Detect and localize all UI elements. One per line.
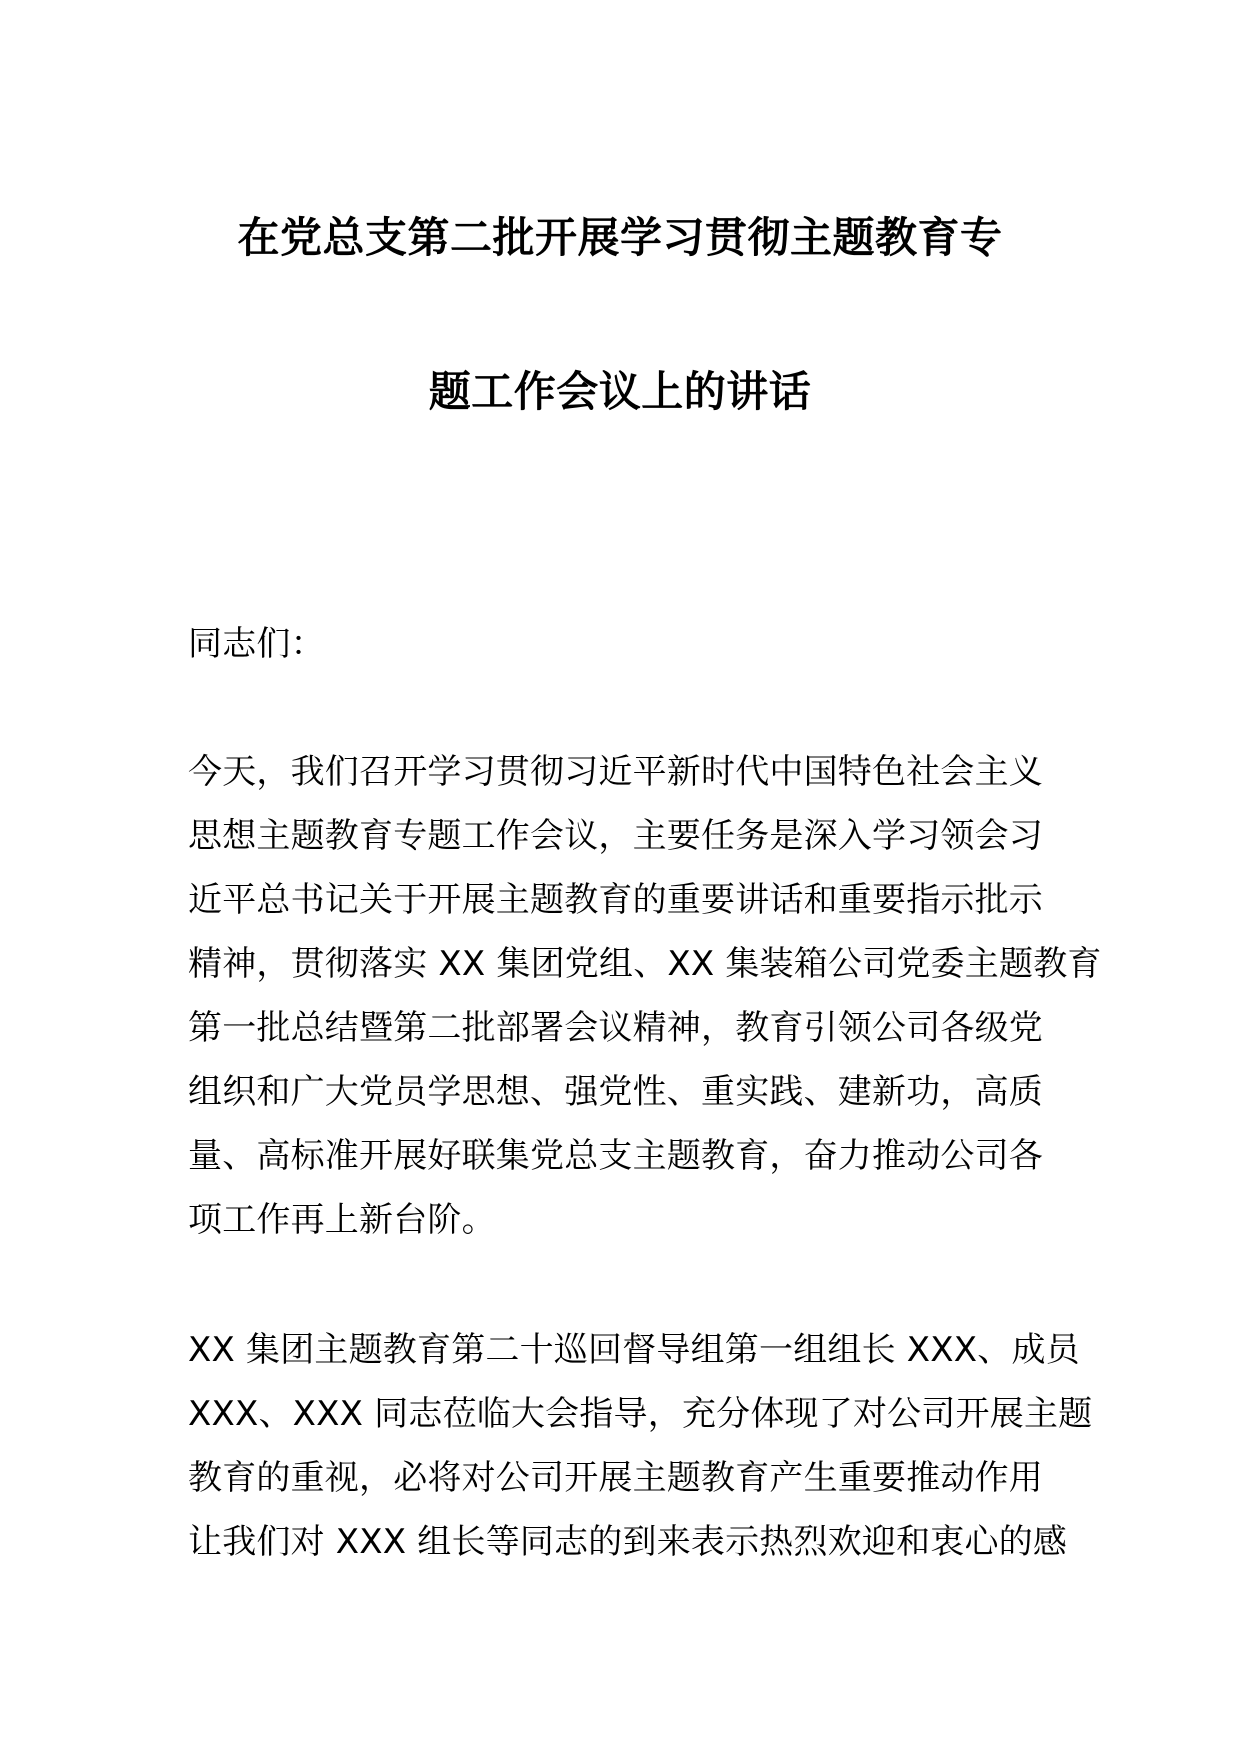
- paragraph-line: 量、高标准开展好联集党总支主题教育，奋力推动公司各: [188, 1136, 1043, 1176]
- paragraph-line: 让我们对 XXX 组长等同志的到来表示热烈欢迎和衷心的感: [188, 1522, 1068, 1562]
- paragraph-line: 项工作再上新台阶。: [188, 1200, 496, 1240]
- paragraph-line: 近平总书记关于开展主题教育的重要讲话和重要指示批示: [188, 880, 1043, 920]
- paragraph-line: 今天，我们召开学习贯彻习近平新时代中国特色社会主义: [188, 752, 1043, 792]
- paragraph-line: XX 集团主题教育第二十巡回督导组第一组组长 XXX、成员: [188, 1330, 1080, 1370]
- paragraph-line: 精神，贯彻落实 XX 集团党组、XX 集装箱公司党委主题教育: [188, 944, 1102, 984]
- paragraph-line: 第一批总结暨第二批部署会议精神，教育引领公司各级党: [188, 1008, 1043, 1048]
- document-title-line-2: 题工作会议上的讲话: [428, 367, 812, 416]
- salutation: 同志们：: [188, 624, 325, 664]
- paragraph-line: 教育的重视，必将对公司开展主题教育产生重要推动作用: [188, 1458, 1043, 1498]
- paragraph-line: XXX、XXX 同志莅临大会指导，充分体现了对公司开展主题: [188, 1394, 1093, 1434]
- document-title-line-1: 在党总支第二批开展学习贯彻主题教育专: [237, 213, 1003, 262]
- paragraph-line: 组织和广大党员学思想、强党性、重实践、建新功，高质: [188, 1072, 1043, 1112]
- paragraph-line: 思想主题教育专题工作会议，主要任务是深入学习领会习: [188, 816, 1043, 856]
